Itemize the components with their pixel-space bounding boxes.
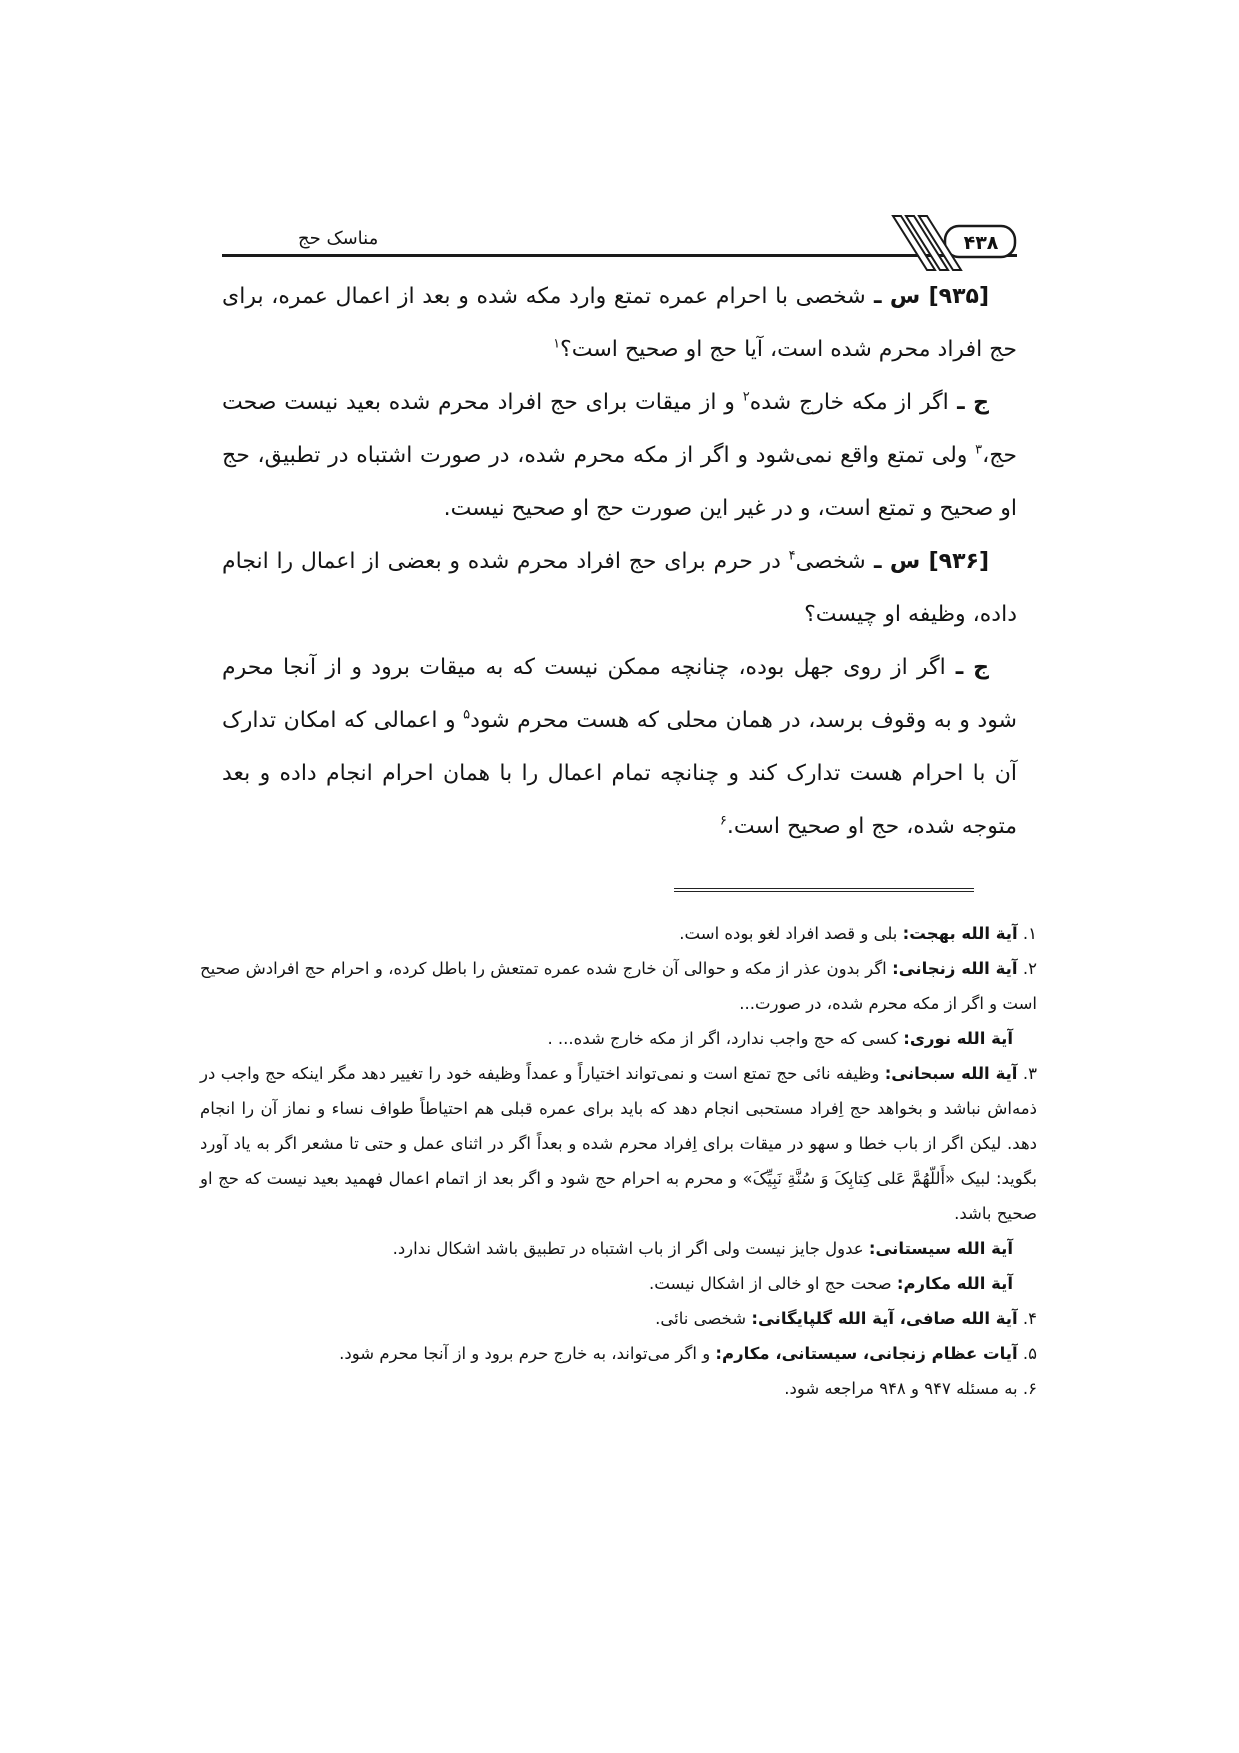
text-segment: [۹۳۶] س ـ bbox=[865, 549, 989, 574]
text-segment: شخصی با احرام عمره تمتع وارد مکه شده و بعد از اعمال عمره، برای حج افراد محرم شده است، آیا حج او صحیح است؟ bbox=[222, 284, 1017, 362]
paragraph bbox=[222, 535, 1017, 641]
text-segment: ولی تمتع واقع نمی‌شود و اگر از مکه محرم شده، در صورت اشتباه در تطبیق، حج او صحیح و تمتع است، و در غیر این صورت حج او صحیح نیست. bbox=[222, 443, 1017, 521]
text-segment: ۳. bbox=[1017, 1064, 1037, 1083]
text-segment: آية الله نوری: bbox=[903, 1029, 1013, 1048]
text-segment: ۲. bbox=[1017, 959, 1037, 978]
text-segment: شخصی نائی. bbox=[655, 1309, 752, 1328]
running-header-title: مناسک حج bbox=[298, 228, 379, 249]
text-segment: ۵. bbox=[1017, 1344, 1037, 1363]
footnote-item bbox=[200, 1371, 1037, 1406]
footnote-ref: ۴ bbox=[788, 548, 796, 564]
text-segment: وظیفه نائی حج تمتع است و نمی‌تواند اختیاراً و عمداً وظیفه خود را تغییر دهد مگر اینکه حج واجب در ذمه‌اش نباشد و بخواهد حج اِفراد مستحبی انجام دهد که باید برای عمره قبلی هم احتیاطاً طواف نساء و نماز آن را انجام دهد. لیکن اگر از باب خطا و سهو در میقات برای اِفراد محرم شده و بعداً اگر در اثنای عمل و حتی تا مشعر اگر به یاد آورد بگوید: لبیک «أَللّهُمَّ عَلی کِتابِکَ وَ سُنَّةِ نَبِیِّکَ» و محرم به احرام حج شود و اگر بعد از اتمام اعمال فهمید بعید نیست که حج او صحیح باشد. bbox=[200, 1064, 1037, 1223]
text-segment: ج ـ bbox=[948, 390, 989, 415]
page-number-badge bbox=[857, 212, 1017, 272]
text-segment: و اگر می‌تواند، به خارج حرم برود و از آنجا محرم شود. bbox=[339, 1344, 716, 1363]
text-segment: [۹۳۵] س ـ bbox=[865, 284, 989, 309]
paragraph bbox=[222, 641, 1017, 853]
footnote-ref: ۳ bbox=[975, 442, 983, 458]
text-segment: و از میقات برای حج افراد محرم شده بعید نیست صحت حج، bbox=[222, 390, 1017, 468]
text-segment: در حرم برای حج افراد محرم شده و بعضی از اعمال را انجام داده، وظیفه او چیست؟ bbox=[222, 549, 1017, 627]
text-segment: شخصی bbox=[795, 549, 866, 574]
header-rule bbox=[222, 254, 859, 257]
footnote-item bbox=[200, 916, 1037, 951]
text-segment: ۱. bbox=[1017, 924, 1037, 943]
text-segment: اگر از مکه خارج شده bbox=[749, 390, 949, 415]
footnote-item bbox=[200, 1336, 1037, 1371]
footnote-separator bbox=[674, 888, 974, 892]
footnote-ref: ۵ bbox=[463, 707, 471, 723]
text-segment: آية الله سیستانی: bbox=[868, 1239, 1013, 1258]
text-segment: آية الله مکارم: bbox=[896, 1274, 1013, 1293]
footnote-item bbox=[200, 1021, 1037, 1056]
footnote-ref: ۶ bbox=[719, 813, 727, 829]
text-segment: آیات عظام زنجانی، سیستانی، مکارم: bbox=[715, 1344, 1018, 1363]
paragraph bbox=[222, 270, 1017, 376]
paragraph bbox=[222, 376, 1017, 535]
footnotes bbox=[200, 916, 1037, 1406]
text-segment: آية الله زنجانی: bbox=[892, 959, 1018, 978]
footnote-item bbox=[200, 951, 1037, 1021]
footnote-item bbox=[200, 1056, 1037, 1231]
text-segment: اگر بدون عذر از مکه و حوالی آن خارج شده عمره تمتعش را باطل کرده، و احرام حج افرادش صحیح است و اگر از مکه محرم شده، در صورت... bbox=[200, 959, 1037, 1013]
footnote-item bbox=[200, 1266, 1037, 1301]
text-segment: صحت حج او خالی از اشکال نیست. bbox=[649, 1274, 897, 1293]
footnote-ref: ۱ bbox=[553, 336, 561, 352]
text-segment: و اعمالی که امکان تدارک آن با احرام هست تدارک کند و چنانچه تمام اعمال را با همان احرام انجام داده و بعد متوجه شده، حج او صحیح است. bbox=[222, 708, 1017, 839]
footnote-ref: ۲ bbox=[742, 389, 750, 405]
footnote-item bbox=[200, 1231, 1037, 1266]
text-segment: عدول جایز نیست ولی اگر از باب اشتباه در تطبیق باشد اشکال ندارد. bbox=[392, 1239, 869, 1258]
text-segment: آية الله سبحانی: bbox=[884, 1064, 1018, 1083]
text-segment: ۶. به مسئله ۹۴۷ و ۹۴۸ مراجعه شود. bbox=[784, 1379, 1037, 1398]
text-segment: ج ـ bbox=[945, 655, 990, 680]
text-segment: آية الله بهجت: bbox=[902, 924, 1018, 943]
text-segment: آية الله صافی، آية الله گلپایگانی: bbox=[751, 1309, 1018, 1328]
text-segment: ۴. bbox=[1017, 1309, 1037, 1328]
footnote-item bbox=[200, 1301, 1037, 1336]
text-segment: بلی و قصد افراد لغو بوده است. bbox=[679, 924, 903, 943]
main-text bbox=[222, 270, 1017, 853]
text-segment: اگر از روی جهل بوده، چنانچه ممکن نیست که به میقات برود و از آنجا محرم شود و به وقوف برسد، در همان محلی که هست محرم شود bbox=[222, 655, 1017, 733]
text-segment: کسی که حج واجب ندارد، اگر از مکه خارج شده... . bbox=[547, 1029, 904, 1048]
page-number: ۴۳۸ bbox=[963, 232, 999, 254]
